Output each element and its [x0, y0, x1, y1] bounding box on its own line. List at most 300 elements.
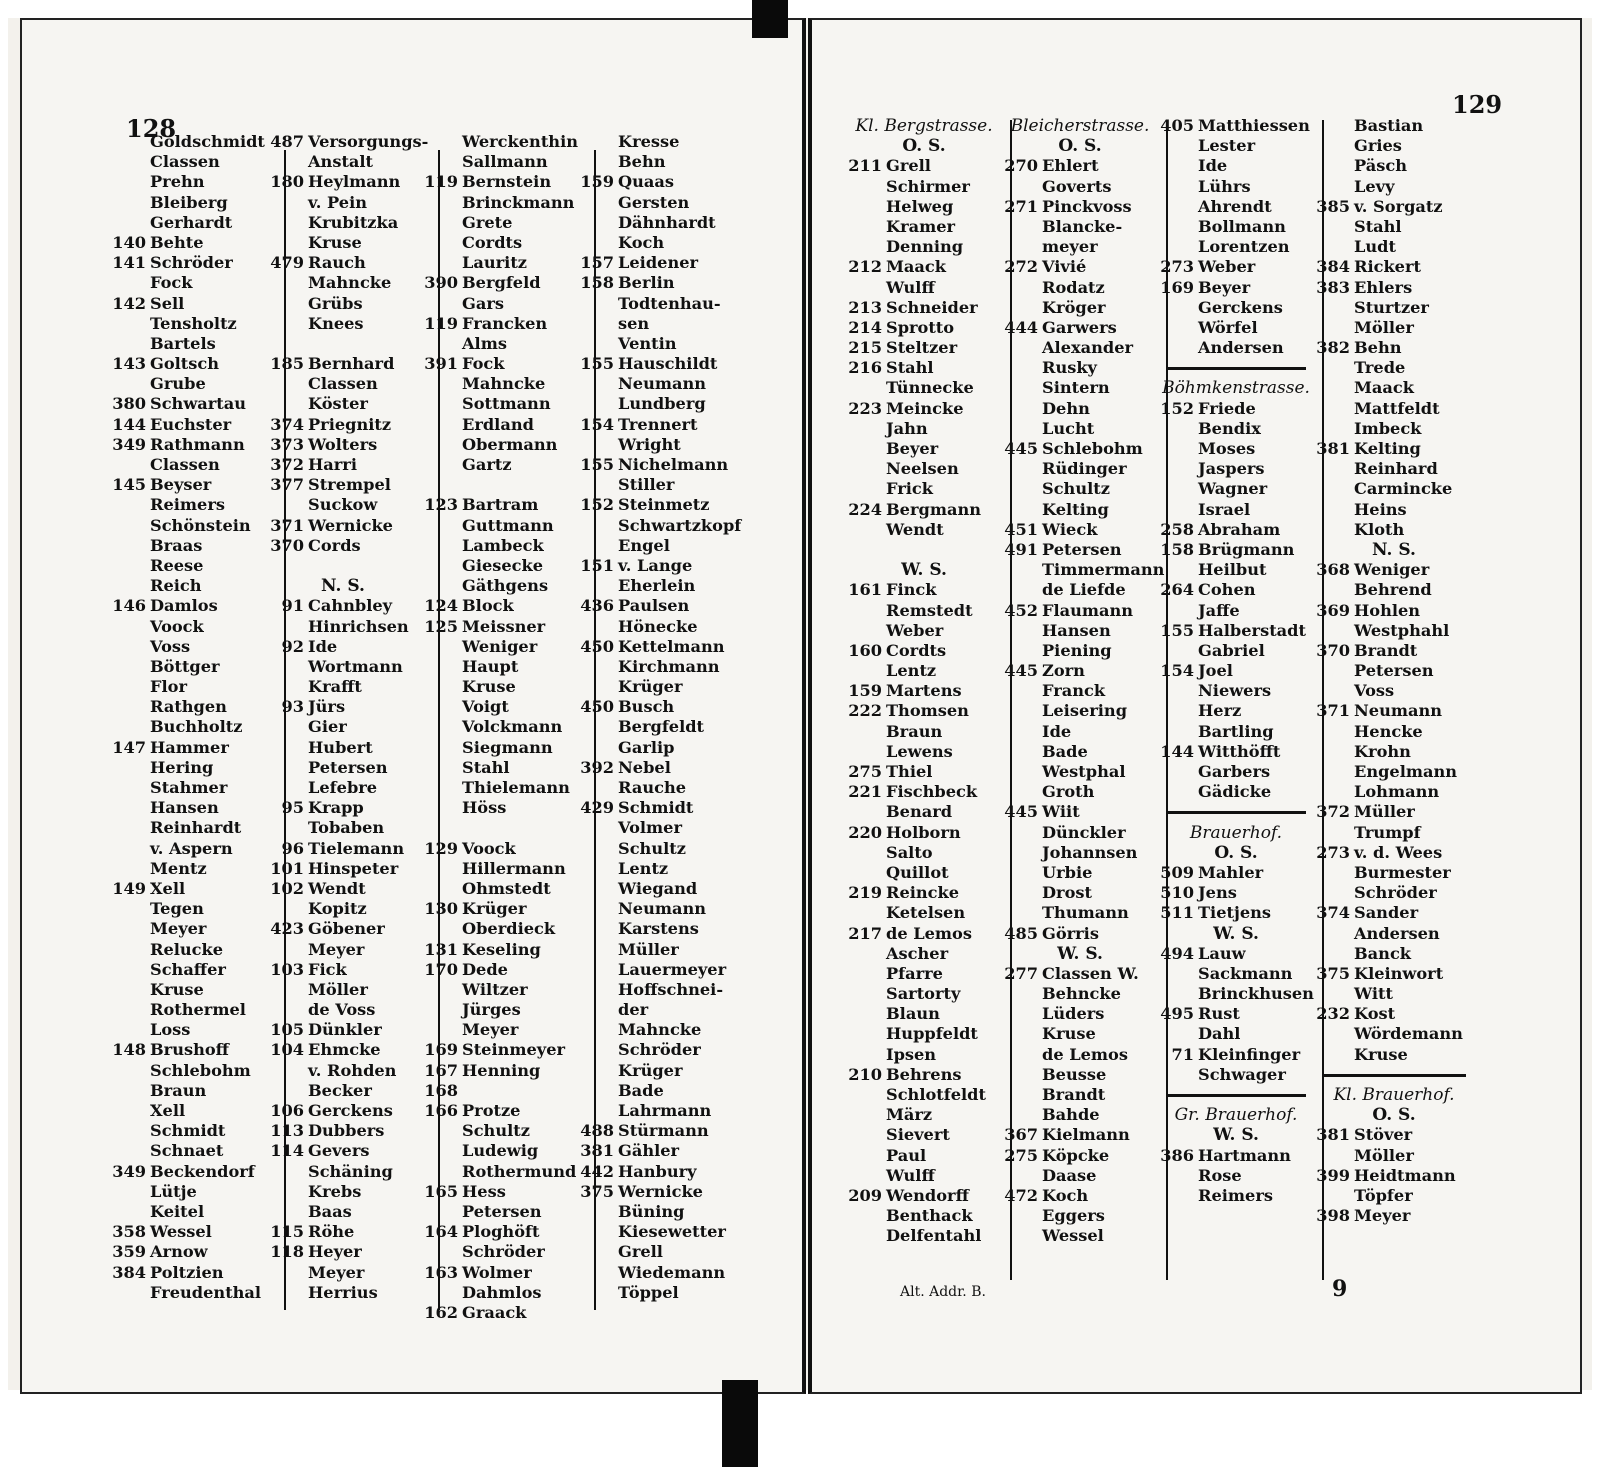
resident-name: März [886, 1105, 933, 1125]
resident-name: Sander [1354, 903, 1419, 923]
resident-name: Neumann [618, 374, 707, 394]
directory-entry [846, 1125, 1002, 1145]
house-number: 209 [848, 1185, 882, 1205]
directory-entry [1314, 823, 1474, 843]
resident-name: Hinspeter [308, 858, 399, 878]
resident-name: Grübs [308, 293, 363, 313]
resident-name: Tünnecke [886, 378, 974, 398]
resident-name: Lentz [886, 661, 937, 681]
resident-name: Eggers [1042, 1206, 1105, 1226]
house-number: 372 [1316, 802, 1350, 822]
resident-name: Alms [462, 333, 507, 353]
section-rule [1158, 358, 1314, 378]
resident-name: Sackmann [1198, 963, 1293, 983]
resident-name: Giesecke [462, 555, 544, 575]
resident-name: Hansen [150, 798, 219, 818]
resident-name: Reich [150, 576, 202, 596]
resident-name: Stöver [1354, 1125, 1413, 1145]
directory-entry [268, 253, 418, 273]
side-heading [1002, 944, 1158, 964]
directory-entry [422, 1020, 574, 1040]
resident-name: Rickert [1354, 257, 1421, 277]
directory-entry [1314, 500, 1474, 520]
house-number: 488 [580, 1121, 614, 1141]
resident-name: Benthack [886, 1206, 973, 1226]
resident-name: Huppfeldt [886, 1024, 978, 1044]
resident-name: Ehlert [1042, 156, 1099, 176]
resident-name: Reinhardt [150, 818, 242, 838]
resident-name: Wördemann [1354, 1024, 1463, 1044]
resident-name: Haupt [462, 656, 519, 676]
resident-name: Kresse [618, 132, 680, 151]
resident-name: Bollmann [1198, 216, 1286, 236]
directory-column [1314, 116, 1474, 1226]
street-name: Gr. Brauerhof. [1174, 1105, 1298, 1126]
resident-name: Arnow [150, 1242, 208, 1262]
resident-name: Holborn [886, 822, 961, 842]
resident-name: Voock [462, 838, 516, 858]
resident-name: Köster [308, 394, 368, 414]
directory-entry [110, 475, 260, 495]
directory-column [422, 132, 578, 1323]
resident-name: Grete [462, 212, 513, 232]
resident-name: Graack [462, 1302, 527, 1322]
directory-entry [1314, 177, 1474, 197]
resident-name: Classen [308, 374, 378, 394]
directory-entry [846, 257, 1002, 277]
street-heading [1314, 1085, 1474, 1105]
house-number: 511 [1160, 903, 1194, 923]
resident-name: Beyser [150, 475, 212, 495]
resident-name: Behn [1354, 338, 1402, 358]
resident-name: Thumann [1042, 903, 1129, 923]
house-number: 384 [1316, 257, 1350, 277]
resident-name: Beyer [1198, 277, 1251, 297]
house-number: 222 [848, 701, 882, 721]
resident-name: Möller [308, 979, 368, 999]
house-number: 374 [1316, 903, 1350, 923]
directory-entry [1314, 419, 1474, 439]
directory-column [110, 132, 265, 1303]
house-number: 149 [112, 878, 146, 898]
house-number: 162 [424, 1302, 458, 1322]
resident-name: Johannsen [1042, 842, 1138, 862]
directory-entry [422, 475, 574, 495]
directory-entry [1002, 479, 1158, 499]
directory-entry [1158, 560, 1314, 580]
directory-entry [1158, 681, 1314, 701]
directory-entry [1314, 1125, 1474, 1145]
street-side-label: W. S. [901, 560, 947, 581]
directory-entry [846, 1004, 1002, 1024]
resident-name: Tielemann [308, 838, 405, 858]
resident-name: Behrend [1354, 580, 1432, 600]
house-number: 104 [270, 1040, 304, 1060]
directory-entry [422, 1000, 574, 1020]
resident-name: Töppel [618, 1282, 679, 1302]
directory-entry [578, 233, 738, 253]
resident-name: Andersen [1198, 338, 1284, 358]
resident-name: Wernicke [308, 515, 393, 535]
house-number: 450 [580, 697, 614, 717]
resident-name: Rüdinger [1042, 459, 1127, 479]
resident-name: Niewers [1198, 681, 1272, 701]
street-heading [1158, 1105, 1314, 1125]
directory-entry [1314, 964, 1474, 984]
directory-entry [110, 132, 265, 152]
directory-entry [268, 1081, 418, 1101]
resident-name: Priegnitz [308, 414, 392, 434]
directory-entry [1158, 156, 1314, 176]
directory-entry [1158, 1186, 1314, 1206]
directory-entry [422, 637, 574, 657]
resident-name: Sievert [886, 1125, 950, 1145]
directory-entry [1002, 338, 1158, 358]
directory-entry [578, 758, 738, 778]
directory-entry [268, 738, 418, 758]
directory-entry [1314, 560, 1474, 580]
resident-name: Schmidt [618, 798, 694, 818]
house-number: 264 [1160, 580, 1194, 600]
side-heading [1314, 540, 1474, 560]
directory-entry [268, 637, 418, 657]
street-heading [1002, 116, 1158, 136]
resident-name: Dehn [1042, 398, 1090, 418]
directory-entry [1002, 742, 1158, 762]
resident-name: Wendt [308, 878, 366, 898]
side-heading [846, 560, 1002, 580]
directory-entry [1314, 217, 1474, 237]
directory-entry [1158, 1065, 1314, 1085]
directory-entry [846, 1024, 1002, 1044]
directory-entry [578, 132, 738, 152]
directory-entry [110, 1020, 260, 1040]
directory-entry [846, 964, 1002, 984]
resident-name: Grube [150, 374, 206, 394]
resident-name: Schönstein [150, 515, 251, 535]
directory-entry [422, 576, 574, 596]
resident-name: Brandt [1042, 1085, 1106, 1104]
resident-name: Weber [886, 620, 944, 640]
directory-entry [578, 657, 738, 677]
resident-name: Bleiberg [150, 192, 228, 212]
directory-entry [110, 576, 260, 596]
directory-entry [422, 617, 574, 637]
resident-name: Mahncke [618, 1020, 702, 1040]
directory-entry [1158, 1024, 1314, 1044]
directory-entry [578, 1101, 738, 1121]
house-number: 114 [270, 1141, 304, 1161]
resident-name: Benard [886, 802, 953, 822]
resident-name: Volckmann [462, 717, 563, 737]
resident-name: Ohmstedt [462, 878, 551, 898]
resident-name: Kielmann [1042, 1125, 1130, 1145]
resident-name: Lauermeyer [618, 959, 727, 979]
directory-entry [846, 1065, 1002, 1085]
directory-entry [110, 738, 260, 758]
left-page-number: 128 [126, 114, 177, 143]
resident-name: Krubitzka [308, 212, 399, 232]
directory-entry [422, 798, 574, 818]
resident-name: Abraham [1198, 519, 1281, 539]
directory-entry [578, 1061, 738, 1081]
house-number: 158 [580, 273, 614, 293]
section-divider [1322, 1074, 1466, 1077]
resident-name: Fick [308, 959, 347, 979]
directory-entry [846, 197, 1002, 217]
resident-name: Francken [462, 313, 548, 333]
resident-name: Voigt [462, 697, 509, 717]
resident-name: Krüger [618, 677, 683, 697]
directory-entry [1002, 1105, 1158, 1125]
resident-name: Relucke [150, 939, 224, 959]
street-side-label: O. S. [1372, 1105, 1416, 1126]
resident-name: Busch [618, 697, 675, 717]
directory-entry [422, 415, 574, 435]
resident-name: Quaas [618, 172, 674, 192]
house-number: 381 [580, 1141, 614, 1161]
directory-entry [1002, 399, 1158, 419]
street-name: Böhmkenstrasse. [1162, 378, 1310, 399]
directory-entry [846, 701, 1002, 721]
resident-name: Behte [150, 232, 204, 252]
resident-name: v. Rohden [308, 1060, 397, 1080]
house-number: 369 [1316, 600, 1350, 620]
house-number: 272 [1004, 257, 1038, 277]
house-number: 223 [848, 398, 882, 418]
resident-name: Poltzien [150, 1262, 224, 1282]
directory-entry [1158, 601, 1314, 621]
resident-name: Ketelsen [886, 903, 966, 923]
street-heading [846, 116, 1002, 136]
resident-name: Jürs [308, 697, 346, 717]
directory-entry [578, 556, 738, 576]
resident-name: Weniger [1354, 560, 1430, 580]
resident-name: Classen [150, 152, 220, 172]
directory-entry [578, 354, 738, 374]
directory-entry [1002, 1166, 1158, 1186]
directory-entry [846, 601, 1002, 621]
directory-entry [1158, 863, 1314, 883]
house-number: 142 [112, 293, 146, 313]
house-number: 386 [1160, 1145, 1194, 1165]
directory-entry [1314, 601, 1474, 621]
directory-entry [268, 213, 418, 233]
resident-name: Wiit [1042, 802, 1080, 822]
resident-name: Meyer [308, 1262, 365, 1282]
directory-entry [578, 798, 738, 818]
directory-entry [846, 903, 1002, 923]
directory-entry [268, 980, 418, 1000]
directory-entry [1158, 964, 1314, 984]
directory-entry [1158, 237, 1314, 257]
directory-entry [268, 1020, 418, 1040]
directory-entry [578, 617, 738, 637]
house-number: 163 [424, 1262, 458, 1282]
resident-name: Wortmann [308, 656, 403, 676]
resident-name: Schmidt [150, 1121, 226, 1141]
ribbon-bookmark-bottom [722, 1380, 758, 1467]
resident-name: Blancke- [1042, 216, 1123, 236]
directory-entry [110, 596, 260, 616]
resident-name: Rothermund [462, 1161, 577, 1181]
resident-name: Bernstein [462, 172, 552, 192]
directory-entry [110, 940, 260, 960]
directory-entry [846, 419, 1002, 439]
resident-name: Nebel [618, 757, 671, 777]
resident-name: Herrius [308, 1282, 378, 1302]
directory-entry [846, 459, 1002, 479]
resident-name: Thielemann [462, 778, 570, 797]
resident-name: Becker [308, 1080, 372, 1100]
directory-entry [1314, 136, 1474, 156]
directory-entry [1002, 903, 1158, 923]
resident-name: Voss [150, 636, 191, 656]
resident-name: Brinckmann [462, 192, 575, 212]
resident-name: Kruse [1042, 1024, 1096, 1044]
resident-name: Hönecke [618, 616, 698, 636]
directory-entry [1314, 924, 1474, 944]
resident-name: Ide [1042, 721, 1072, 741]
resident-name: Garlip [618, 737, 675, 757]
directory-entry [578, 1040, 738, 1060]
house-number: 92 [281, 636, 304, 656]
directory-entry [846, 944, 1002, 964]
side-heading [1158, 1125, 1314, 1145]
directory-entry [578, 919, 738, 939]
resident-name: Meyer [308, 939, 365, 959]
directory-entry [1158, 661, 1314, 681]
directory-entry [422, 213, 574, 233]
directory-entry [268, 1141, 418, 1161]
resident-name: Herz [1198, 701, 1242, 721]
resident-name: Heins [1354, 499, 1407, 519]
resident-name: Xell [150, 878, 186, 898]
resident-name: Schultz [618, 838, 686, 858]
resident-name: Freudenthal [150, 1282, 262, 1302]
resident-name: Kloth [1354, 519, 1405, 539]
house-number: 118 [270, 1242, 304, 1262]
resident-name: Bartram [462, 495, 539, 515]
directory-entry [110, 556, 260, 576]
resident-name: Ehmcke [308, 1040, 381, 1060]
directory-entry [1158, 1004, 1314, 1024]
house-number: 381 [1316, 439, 1350, 458]
house-number: 510 [1160, 883, 1194, 903]
house-number: 91 [281, 596, 304, 616]
side-heading [1314, 1105, 1474, 1125]
resident-name: Mentz [150, 858, 207, 878]
house-number: 93 [281, 697, 304, 717]
resident-name: Müller [618, 939, 679, 959]
directory-entry [422, 697, 574, 717]
directory-entry [110, 657, 260, 677]
directory-entry [1002, 237, 1158, 257]
directory-entry [110, 778, 260, 798]
resident-name: Remstedt [886, 600, 973, 620]
directory-entry [578, 839, 738, 859]
directory-entry [110, 637, 260, 657]
directory-entry [578, 637, 738, 657]
directory-entry [110, 818, 260, 838]
resident-name: Kelting [1042, 499, 1109, 519]
directory-entry [1314, 459, 1474, 479]
resident-name: Leidener [618, 253, 699, 273]
house-number: 375 [1316, 963, 1350, 983]
directory-entry [1314, 399, 1474, 419]
directory-entry [846, 399, 1002, 419]
directory-entry [846, 782, 1002, 802]
directory-entry [578, 1000, 738, 1020]
house-number: 374 [270, 414, 304, 434]
directory-entry [268, 717, 418, 737]
directory-entry [1158, 257, 1314, 277]
directory-entry [846, 278, 1002, 298]
resident-name: Gersten [618, 192, 690, 212]
directory-entry [268, 1242, 418, 1262]
house-number: 359 [112, 1242, 146, 1262]
resident-name: Flor [150, 677, 187, 697]
directory-entry [1002, 580, 1158, 600]
directory-entry [1314, 984, 1474, 1004]
resident-name: Sottmann [462, 394, 551, 414]
house-number: 429 [580, 798, 614, 818]
directory-entry [110, 1040, 260, 1060]
resident-name: Bergmann [886, 499, 981, 519]
house-number: 168 [424, 1080, 458, 1100]
side-heading [1158, 924, 1314, 944]
section-divider [1166, 367, 1306, 370]
directory-entry [268, 818, 418, 838]
directory-entry [1158, 701, 1314, 721]
resident-name: Müller [1354, 802, 1415, 822]
directory-entry [268, 657, 418, 677]
directory-entry [1002, 782, 1158, 802]
resident-name: Mattfeldt [1354, 398, 1440, 418]
street-name: Kl. Brauerhof. [1333, 1085, 1455, 1105]
directory-entry [1158, 177, 1314, 197]
directory-entry [422, 495, 574, 515]
house-number: 373 [270, 434, 304, 454]
house-number: 370 [1316, 640, 1350, 660]
resident-name: Möller [1354, 1145, 1414, 1165]
directory-entry [110, 697, 260, 717]
directory-entry [1158, 500, 1314, 520]
resident-name: Hanbury [618, 1161, 697, 1181]
directory-entry [1002, 883, 1158, 903]
directory-entry [422, 859, 574, 879]
resident-name: Braun [886, 721, 943, 741]
resident-name: Höss [462, 798, 507, 818]
resident-name: Meincke [886, 398, 964, 418]
resident-name: Rauche [618, 778, 687, 797]
directory-entry [846, 802, 1002, 822]
resident-name: Thiel [886, 762, 933, 781]
directory-entry [268, 273, 418, 293]
house-number: 95 [281, 798, 304, 818]
house-number: 385 [1316, 196, 1350, 216]
directory-entry [110, 152, 260, 172]
directory-entry [578, 253, 738, 273]
house-number: 436 [580, 596, 614, 616]
resident-name: Reimers [1198, 1185, 1273, 1205]
directory-column [268, 132, 429, 1303]
directory-entry [422, 132, 578, 152]
directory-entry [1314, 944, 1474, 964]
resident-name: Keitel [150, 1201, 205, 1221]
directory-entry [1314, 1146, 1474, 1166]
directory-entry [578, 1242, 738, 1262]
